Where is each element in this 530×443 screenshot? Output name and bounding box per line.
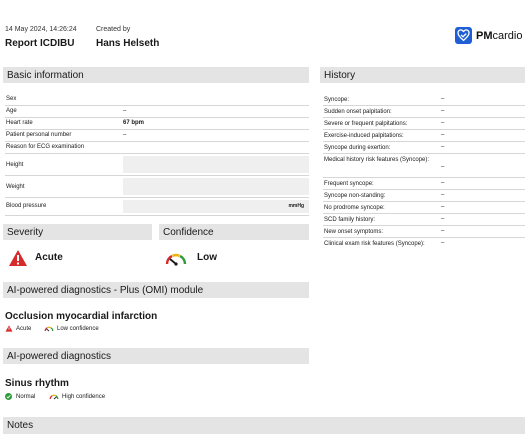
row-label: Weight [6,184,25,190]
row-label: Blood pressure [6,203,47,209]
history-row [323,130,525,142]
row-value: – [441,144,445,150]
weight-field[interactable] [123,178,309,195]
row-label: Clinical exam risk features (Syncope): [324,241,425,247]
gauge-high-icon [49,393,59,400]
row-label: Medical history risk features (Syncope): [324,157,430,163]
row-label: Frequent syncope: [324,181,374,187]
unit-label: mmHg [288,203,304,209]
pmcardio-logo [455,27,522,44]
row-label: Sudden onset palpitation: [324,109,392,115]
row-value: – [441,164,445,170]
history-row [323,214,525,226]
basic-row-heart-rate [5,118,309,130]
row-value: – [441,228,445,234]
row-value: – [123,132,127,138]
row-value: – [441,120,445,126]
ai-diagnosis: Sinus rhythm [5,378,69,389]
history-row [323,178,525,190]
history-row [323,238,525,250]
history-row [323,202,525,214]
heart-check-icon [455,27,472,44]
check-circle-icon [5,393,12,400]
basic-row-height [5,154,309,176]
omi-severity: Acute [16,326,32,332]
row-label: Height [6,162,24,168]
warning-icon [5,325,13,332]
row-value: – [441,204,445,210]
history-row [323,154,525,178]
history-row [323,106,525,118]
blood-pressure-field[interactable] [123,200,309,213]
row-label: Syncope during exertion: [324,145,391,151]
severity-value: Acute [35,252,63,263]
basic-row-personal-number [5,130,309,142]
row-label: SCD family history: [324,217,376,223]
basic-row-reason [5,142,309,154]
history-row [323,226,525,238]
row-label: Syncope non-standing: [324,193,386,199]
basic-row-weight [5,176,309,198]
ai-diagnostics-heading: AI-powered diagnostics [3,348,309,364]
warning-icon [8,249,28,267]
row-label: Syncope: [324,97,350,103]
confidence-value: Low [197,252,217,263]
row-value: – [441,240,445,246]
history-heading: History [320,67,525,83]
history-row [323,142,525,154]
height-field[interactable] [123,156,309,173]
row-value: – [441,132,445,138]
history-row [323,118,525,130]
row-label: Reason for ECG examination [6,144,85,150]
gauge-low-icon [164,250,188,266]
logo-text: PMcardio [476,29,523,42]
notes-heading: Notes [3,417,525,434]
history-row [323,94,525,106]
created-by-name: Hans Helseth [96,38,160,49]
row-value: – [441,108,445,114]
row-label: No prodrome syncope: [324,205,385,211]
confidence-heading: Confidence [159,224,309,240]
row-label: Patient personal number [6,132,72,138]
row-label: Sex [6,96,17,102]
severity-heading: Severity [3,224,152,240]
created-by-label: Created by [96,26,131,33]
report-date: 14 May 2024, 14:26:24 [5,26,77,33]
row-value: 67 bpm [123,120,145,126]
row-value: – [441,180,445,186]
row-label: Age [6,108,17,114]
gauge-low-icon [44,325,54,332]
ai-confidence: High confidence [62,394,106,400]
report-title: Report ICDIBU [5,38,75,49]
basic-information-heading: Basic information [3,67,309,83]
row-value: – [441,216,445,222]
history-row [323,190,525,202]
row-label: New onset symptoms: [324,229,384,235]
row-value: – [441,96,445,102]
row-label: Heart rate [6,120,33,126]
row-label: Severe or frequent palpitations: [324,121,408,127]
ai-severity: Normal [16,394,36,400]
row-label: Exercise-induced palpitations: [324,133,404,139]
omi-confidence: Low confidence [57,326,99,332]
basic-row-sex [5,94,309,106]
omi-module-heading: AI-powered diagnostics - Plus (OMI) module [3,282,309,298]
basic-row-blood-pressure [5,198,309,216]
row-value: – [123,108,127,114]
row-value: – [441,192,445,198]
basic-row-age [5,106,309,118]
omi-diagnosis: Occlusion myocardial infarction [5,311,158,322]
